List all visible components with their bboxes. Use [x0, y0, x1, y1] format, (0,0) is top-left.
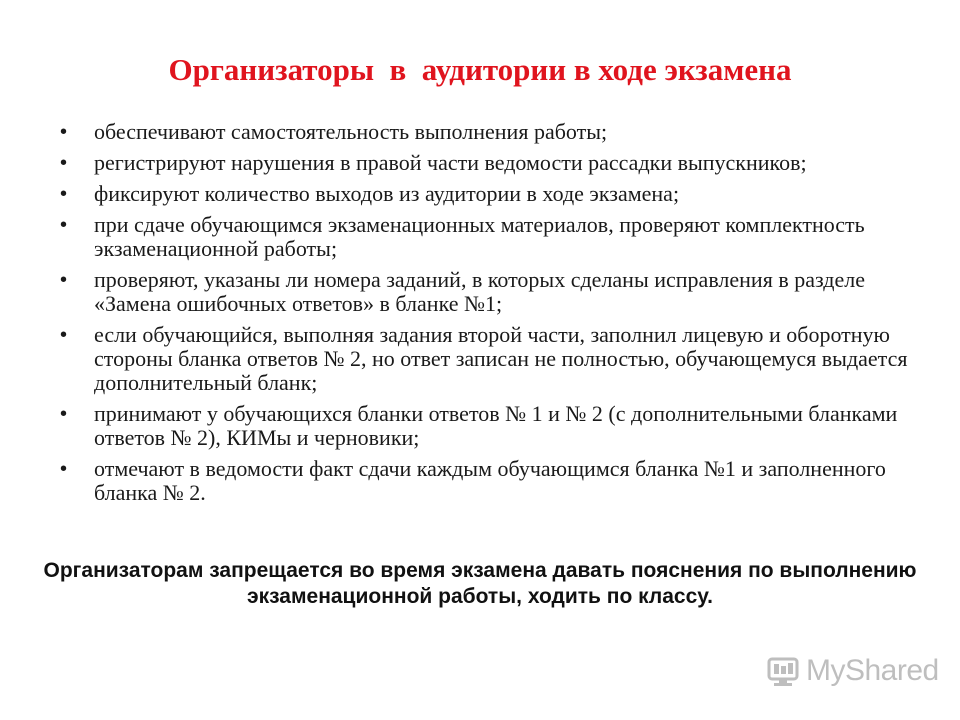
list-item-text: регистрируют нарушения в правой части ведомости рассадки выпускников;: [94, 150, 807, 175]
list-item: [56, 402, 916, 450]
list-item: [56, 457, 916, 505]
list-item-text: принимают у обучающихся бланки ответов № 1 и № 2 (с дополнительными бланками ответов № 2), КИМы и черновики;: [94, 401, 898, 450]
list-item-text: фиксируют количество выходов из аудитории в ходе экзамена;: [94, 181, 680, 206]
list-item: [56, 120, 916, 144]
list-item: [56, 323, 916, 395]
list-item: [56, 151, 916, 175]
list-item-text: проверяют, указаны ли номера заданий, в которых сделаны исправления в разделе «Замена ошибочных ответов» в бланке №1;: [94, 267, 865, 316]
list-item: [56, 213, 916, 261]
bullet-icon: •: [60, 458, 68, 480]
bullet-icon: •: [60, 183, 68, 205]
watermark-text: MyShared: [806, 654, 939, 687]
list-item: [56, 182, 916, 206]
myshared-logo-icon: [766, 654, 800, 688]
bullet-icon: •: [60, 324, 68, 346]
watermark: [766, 654, 939, 688]
list-item-text: если обучающийся, выполняя задания второй части, заполнил лицевую и оборотную стороны бланка ответов № 2, но ответ записан не полностью, обучающемуся выдается дополнительный бланк;: [94, 322, 908, 395]
bullet-icon: •: [60, 152, 68, 174]
bullet-icon: •: [60, 121, 68, 143]
prohibition-note: Организаторам запрещается во время экзамена давать пояснения по выполнению экзаменационной работы, ходить по классу.: [43, 559, 917, 608]
list-item-text: обеспечивают самостоятельность выполнения работы;: [94, 119, 608, 144]
list-item-text: отмечают в ведомости факт сдачи каждым обучающимся бланка №1 и заполненного бланка № 2.: [94, 456, 886, 505]
bullet-icon: •: [60, 269, 68, 291]
list-item: [56, 268, 916, 316]
slide-title: Организаторы в аудитории в ходе экзамена: [168, 52, 792, 87]
bullet-icon: •: [60, 214, 68, 236]
bullet-list: [56, 120, 916, 512]
bullet-icon: •: [60, 403, 68, 425]
list-item-text: при сдаче обучающимся экзаменационных материалов, проверяют комплектность экзаменационной работы;: [94, 212, 865, 261]
